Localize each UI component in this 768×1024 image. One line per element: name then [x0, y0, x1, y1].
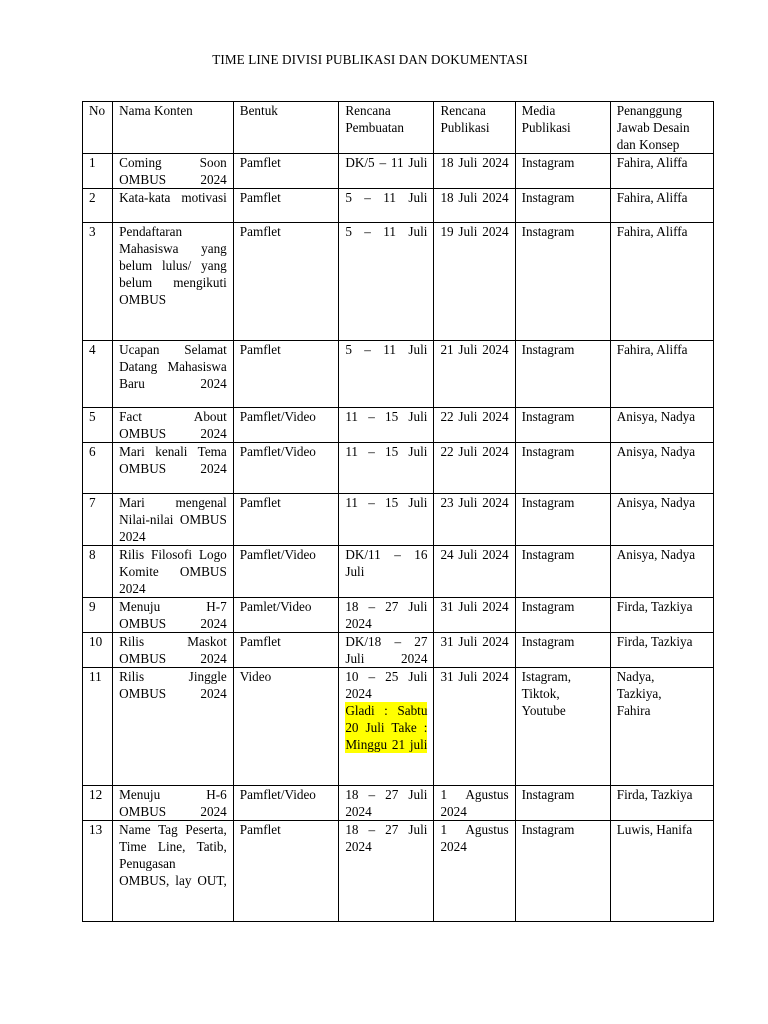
cell-rencana-publikasi	[434, 154, 515, 189]
cell-no-text: 11	[89, 669, 102, 684]
cell-no-text: 12	[89, 787, 103, 802]
cell-rencana-pembuatan-text: 5 – 11 Juli	[345, 224, 428, 239]
cell-no-text: 3	[89, 224, 96, 239]
cell-bentuk	[233, 443, 339, 494]
cell-no-text: 5	[89, 409, 96, 424]
cell-bentuk	[233, 223, 339, 341]
cell-bentuk	[233, 494, 339, 546]
cell-rencana-publikasi-text: 31 Juli 2024	[440, 599, 509, 614]
timeline-table	[82, 101, 714, 922]
cell-bentuk-text: Pamflet	[239, 190, 281, 205]
cell-rencana-pembuatan-text: 11 – 15 Juli	[345, 409, 428, 424]
cell-media-publikasi-text: Instagram	[521, 547, 575, 562]
cell-rencana-pembuatan-text: 11 – 15 Juli	[345, 495, 428, 510]
cell-bentuk-text: Pamflet/Video	[239, 547, 316, 562]
cell-rencana-pembuatan	[339, 668, 434, 786]
cell-rencana-publikasi-text: 18 Juli 2024	[440, 155, 509, 170]
cell-penanggung-jawab	[610, 189, 713, 223]
cell-nama-konten	[113, 341, 234, 408]
cell-penanggung-jawab-text: Anisya, Nadya	[616, 495, 696, 510]
cell-no	[83, 408, 113, 443]
cell-bentuk-text: Video	[239, 669, 272, 684]
cell-media-publikasi-text: Instagram	[521, 495, 575, 510]
cell-penanggung-jawab-text: Luwis, Hanifa	[616, 822, 693, 837]
cell-penanggung-jawab	[610, 821, 713, 922]
cell-rencana-pembuatan	[339, 154, 434, 189]
cell-rencana-publikasi	[434, 341, 515, 408]
cell-rencana-pembuatan-text: 10 – 25 Juli 2024	[345, 669, 428, 701]
cell-nama-konten	[113, 786, 234, 821]
cell-nama-konten-text: Rilis Jinggle OMBUS 2024	[119, 669, 227, 701]
cell-penanggung-jawab	[610, 494, 713, 546]
cell-penanggung-jawab	[610, 223, 713, 341]
table-header-row	[83, 102, 714, 154]
cell-media-publikasi-text: Instagram	[521, 822, 575, 837]
cell-bentuk-text: Pamflet	[239, 495, 281, 510]
cell-penanggung-jawab-text: Firda, Tazkiya	[616, 599, 693, 614]
table-row	[83, 189, 714, 223]
cell-media-publikasi-text: Instagram	[521, 190, 575, 205]
cell-media-publikasi	[515, 408, 610, 443]
cell-rencana-publikasi-text: 31 Juli 2024	[440, 634, 509, 649]
cell-no	[83, 443, 113, 494]
cell-rencana-pembuatan-text: 5 – 11 Juli	[345, 190, 428, 205]
cell-bentuk-text: Pamflet	[239, 634, 281, 649]
cell-nama-konten-text: Menuju H-6 OMBUS 2024	[119, 787, 227, 819]
cell-media-publikasi	[515, 598, 610, 633]
cell-nama-konten-text: Rilis Maskot OMBUS 2024	[119, 634, 227, 666]
cell-media-publikasi-text: Instagram	[521, 155, 575, 170]
cell-bentuk	[233, 633, 339, 668]
cell-no	[83, 494, 113, 546]
cell-penanggung-jawab	[610, 443, 713, 494]
cell-no	[83, 633, 113, 668]
cell-penanggung-jawab	[610, 598, 713, 633]
table-row	[83, 598, 714, 633]
cell-no-text: 10	[89, 634, 103, 649]
cell-nama-konten	[113, 546, 234, 598]
cell-no-text: 13	[89, 822, 103, 837]
cell-rencana-publikasi	[434, 494, 515, 546]
cell-no	[83, 821, 113, 922]
cell-media-publikasi-text: Istagram, Tiktok, Youtube	[521, 669, 572, 718]
document-title: TIME LINE DIVISI PUBLIKASI DAN DOKUMENTASI	[212, 52, 528, 67]
cell-no	[83, 598, 113, 633]
cell-rencana-publikasi	[434, 189, 515, 223]
cell-rencana-pembuatan-text: 18 – 27 Juli 2024	[345, 787, 428, 819]
table-row	[83, 408, 714, 443]
cell-rencana-publikasi	[434, 223, 515, 341]
cell-media-publikasi	[515, 341, 610, 408]
cell-rencana-publikasi-text: 23 Juli 2024	[440, 495, 509, 510]
cell-rencana-publikasi-text: 22 Juli 2024	[440, 409, 509, 424]
cell-penanggung-jawab	[610, 154, 713, 189]
cell-nama-konten-text: Ucapan Selamat Datang Mahasiswa Baru 2024	[119, 342, 227, 391]
header-nama-konten: Nama Konten	[113, 102, 234, 154]
cell-nama-konten	[113, 598, 234, 633]
header-bentuk: Bentuk	[233, 102, 339, 154]
cell-nama-konten	[113, 633, 234, 668]
cell-penanggung-jawab-text: Firda, Tazkiya	[616, 787, 693, 802]
cell-bentuk	[233, 821, 339, 922]
cell-rencana-publikasi-text: 21 Juli 2024	[440, 342, 509, 357]
cell-no	[83, 668, 113, 786]
cell-rencana-publikasi-text: 22 Juli 2024	[440, 444, 509, 459]
cell-no-text: 1	[89, 155, 96, 170]
cell-bentuk	[233, 154, 339, 189]
cell-rencana-publikasi	[434, 408, 515, 443]
cell-penanggung-jawab-text: Anisya, Nadya	[616, 547, 696, 562]
cell-rencana-publikasi	[434, 598, 515, 633]
cell-no-text: 4	[89, 342, 96, 357]
header-rencana-publikasi: Rencana Publikasi	[434, 102, 515, 154]
cell-rencana-pembuatan	[339, 598, 434, 633]
cell-media-publikasi	[515, 189, 610, 223]
cell-nama-konten	[113, 223, 234, 341]
cell-rencana-publikasi	[434, 546, 515, 598]
cell-nama-konten	[113, 154, 234, 189]
cell-media-publikasi-text: Instagram	[521, 787, 575, 802]
cell-bentuk-text: Pamflet	[239, 155, 281, 170]
cell-bentuk-text: Pamflet	[239, 822, 281, 837]
cell-no	[83, 189, 113, 223]
cell-penanggung-jawab-text: Fahira, Aliffa	[616, 224, 688, 239]
table-row	[83, 633, 714, 668]
header-rencana-pembuatan: Rencana Pembuatan	[339, 102, 434, 154]
cell-penanggung-jawab-text: Fahira, Aliffa	[616, 342, 688, 357]
table-row	[83, 668, 714, 786]
table-row	[83, 223, 714, 341]
cell-rencana-publikasi-text: 1 Agustus 2024	[440, 787, 509, 819]
cell-media-publikasi-text: Instagram	[521, 224, 575, 239]
cell-rencana-pembuatan	[339, 786, 434, 821]
cell-no-text: 9	[89, 599, 96, 614]
cell-media-publikasi	[515, 443, 610, 494]
cell-bentuk-text: Pamflet/Video	[239, 444, 316, 459]
cell-penanggung-jawab-text: Fahira, Aliffa	[616, 190, 688, 205]
cell-no-text: 7	[89, 495, 96, 510]
cell-penanggung-jawab	[610, 633, 713, 668]
cell-nama-konten-text: Menuju H-7 OMBUS 2024	[119, 599, 227, 631]
cell-nama-konten	[113, 668, 234, 786]
cell-penanggung-jawab-text: Anisya, Nadya	[616, 444, 696, 459]
cell-nama-konten	[113, 494, 234, 546]
cell-nama-konten-text: Mari kenali Tema OMBUS 2024	[119, 444, 227, 476]
cell-nama-konten-text: Mari mengenal Nilai-nilai OMBUS 2024	[119, 495, 227, 544]
cell-no	[83, 154, 113, 189]
cell-rencana-pembuatan	[339, 821, 434, 922]
cell-bentuk	[233, 189, 339, 223]
cell-penanggung-jawab	[610, 408, 713, 443]
cell-media-publikasi-text: Instagram	[521, 409, 575, 424]
cell-rencana-pembuatan-text: DK/18 – 27 Juli 2024	[345, 634, 428, 666]
cell-media-publikasi-text: Instagram	[521, 599, 575, 614]
cell-media-publikasi	[515, 154, 610, 189]
cell-media-publikasi	[515, 546, 610, 598]
cell-rencana-pembuatan	[339, 494, 434, 546]
table-row	[83, 443, 714, 494]
cell-rencana-pembuatan-text: DK/11 – 16 Juli	[345, 547, 428, 579]
cell-nama-konten-text: Fact About OMBUS 2024	[119, 409, 227, 441]
cell-rencana-publikasi-text: 19 Juli 2024	[440, 224, 509, 239]
cell-penanggung-jawab	[610, 786, 713, 821]
cell-penanggung-jawab	[610, 341, 713, 408]
cell-no	[83, 223, 113, 341]
cell-nama-konten-text: Rilis Filosofi Logo Komite OMBUS 2024	[119, 547, 227, 596]
cell-no	[83, 341, 113, 408]
highlighted-schedule-note: Gladi : Sabtu 20 Juli Take : Minggu 21 juli	[345, 703, 428, 752]
cell-media-publikasi	[515, 633, 610, 668]
cell-rencana-publikasi	[434, 821, 515, 922]
cell-rencana-publikasi-text: 18 Juli 2024	[440, 190, 509, 205]
cell-nama-konten-text: Kata-kata motivasi	[119, 190, 227, 205]
cell-bentuk-text: Pamflet	[239, 342, 281, 357]
cell-no-text: 6	[89, 444, 96, 459]
cell-rencana-pembuatan-text: 18 – 27 Juli 2024	[345, 599, 428, 631]
cell-bentuk-text: Pamflet/Video	[239, 409, 316, 424]
cell-rencana-publikasi-text: 1 Agustus 2024	[440, 822, 509, 854]
cell-rencana-publikasi-text: 24 Juli 2024	[440, 547, 509, 562]
header-media-publikasi: Media Publikasi	[515, 102, 610, 154]
table-row	[83, 341, 714, 408]
cell-no	[83, 786, 113, 821]
cell-nama-konten	[113, 821, 234, 922]
cell-no	[83, 546, 113, 598]
cell-rencana-publikasi-text: 31 Juli 2024	[440, 669, 509, 684]
cell-rencana-pembuatan	[339, 443, 434, 494]
cell-rencana-pembuatan	[339, 189, 434, 223]
cell-media-publikasi	[515, 223, 610, 341]
table-row	[83, 821, 714, 922]
cell-penanggung-jawab-text: Fahira, Aliffa	[616, 155, 688, 170]
cell-penanggung-jawab-text: Firda, Tazkiya	[616, 634, 693, 649]
cell-rencana-pembuatan	[339, 341, 434, 408]
cell-bentuk	[233, 786, 339, 821]
cell-rencana-pembuatan	[339, 546, 434, 598]
table-row	[83, 786, 714, 821]
cell-media-publikasi-text: Instagram	[521, 444, 575, 459]
cell-penanggung-jawab	[610, 668, 713, 786]
cell-bentuk	[233, 598, 339, 633]
cell-rencana-pembuatan-text: 11 – 15 Juli	[345, 444, 428, 459]
cell-bentuk	[233, 546, 339, 598]
cell-rencana-pembuatan	[339, 633, 434, 668]
cell-rencana-publikasi	[434, 668, 515, 786]
cell-rencana-pembuatan	[339, 223, 434, 341]
cell-bentuk	[233, 408, 339, 443]
cell-rencana-publikasi	[434, 443, 515, 494]
cell-rencana-publikasi	[434, 633, 515, 668]
cell-bentuk-text: Pamflet	[239, 224, 281, 239]
cell-penanggung-jawab-text: Nadya, Tazkiya, Fahira	[616, 669, 662, 718]
cell-nama-konten	[113, 443, 234, 494]
cell-rencana-pembuatan	[339, 408, 434, 443]
cell-nama-konten-text: Coming Soon OMBUS 2024	[119, 155, 227, 187]
cell-rencana-publikasi	[434, 786, 515, 821]
cell-rencana-pembuatan-text: 5 – 11 Juli	[345, 342, 428, 357]
cell-bentuk	[233, 668, 339, 786]
cell-no-text: 8	[89, 547, 96, 562]
table-row	[83, 546, 714, 598]
cell-nama-konten-text: Pendaftaran Mahasiswa yang belum lulus/ yang belum mengikuti OMBUS	[119, 224, 227, 307]
cell-media-publikasi-text: Instagram	[521, 634, 575, 649]
cell-nama-konten	[113, 408, 234, 443]
header-penanggung-jawab: Penanggung Jawab Desain dan Konsep	[610, 102, 713, 154]
cell-rencana-pembuatan-text: 18 – 27 Juli 2024	[345, 822, 428, 854]
cell-media-publikasi	[515, 786, 610, 821]
cell-nama-konten-text: Name Tag Peserta, Time Line, Tatib, Penugasan OMBUS, lay OUT,	[119, 822, 227, 888]
table-row	[83, 154, 714, 189]
cell-penanggung-jawab-text: Anisya, Nadya	[616, 409, 696, 424]
table-row	[83, 494, 714, 546]
cell-media-publikasi-text: Instagram	[521, 342, 575, 357]
cell-media-publikasi	[515, 494, 610, 546]
cell-media-publikasi	[515, 821, 610, 922]
cell-penanggung-jawab	[610, 546, 713, 598]
cell-no-text: 2	[89, 190, 96, 205]
header-no: No	[83, 102, 113, 154]
cell-bentuk	[233, 341, 339, 408]
cell-media-publikasi	[515, 668, 610, 786]
cell-bentuk-text: Pamflet/Video	[239, 787, 316, 802]
cell-nama-konten	[113, 189, 234, 223]
cell-rencana-pembuatan-text: DK/5 – 11 Juli	[345, 155, 428, 170]
cell-bentuk-text: Pamlet/Video	[239, 599, 312, 614]
